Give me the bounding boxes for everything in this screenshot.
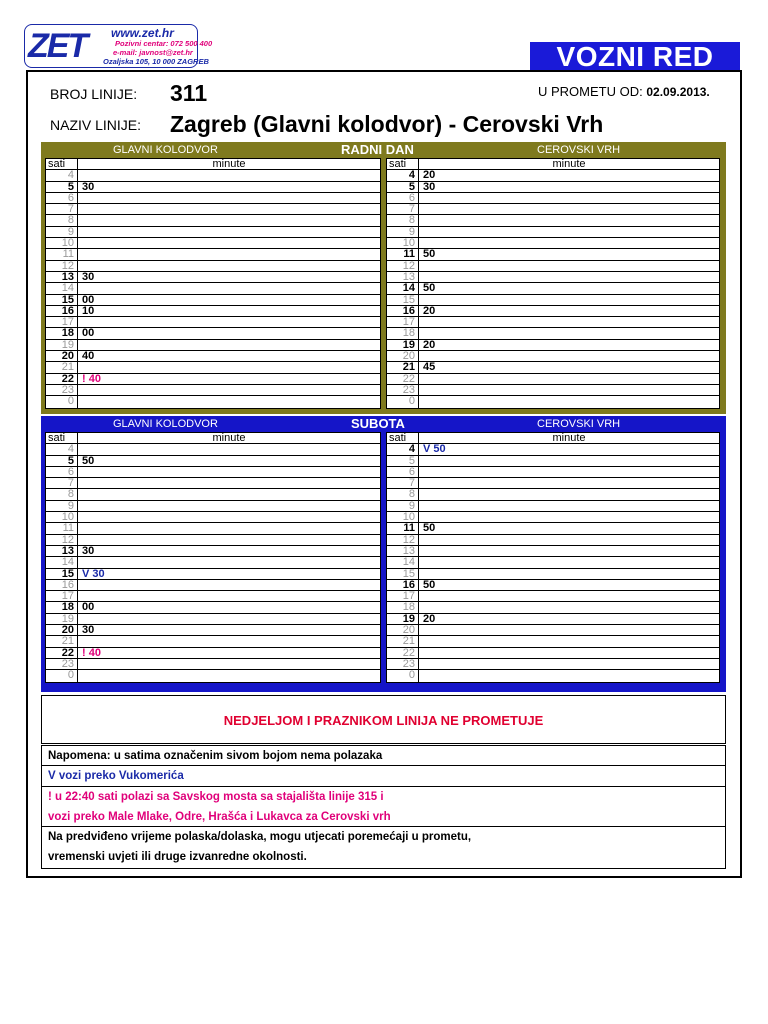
- subota-left-station: GLAVNI KOLODVOR: [113, 418, 218, 430]
- zet-address: Ozaljska 105, 10 000 ZAGREB: [103, 57, 209, 66]
- radni-right-table: [386, 158, 720, 409]
- hour-cell: 4: [387, 170, 419, 180]
- table-row: [46, 249, 380, 260]
- table-row: [46, 546, 380, 557]
- hour-cell: 8: [387, 489, 419, 499]
- col-sati: sati: [46, 159, 78, 169]
- hour-cell: 4: [46, 170, 78, 180]
- zet-logo-mark: ZET: [28, 27, 87, 65]
- subota-title: SUBOTA: [351, 416, 405, 431]
- table-row: [387, 340, 719, 351]
- minute-cell: ! 40: [82, 372, 101, 385]
- table-row: [46, 351, 380, 362]
- hour-cell: 19: [46, 340, 78, 350]
- table-row: [46, 501, 380, 512]
- hour-cell: 17: [387, 317, 419, 327]
- valid-from-date: 02.09.2013.: [646, 85, 710, 99]
- table-row: [46, 467, 380, 478]
- table-row: [46, 374, 380, 385]
- hour-cell: 22: [387, 374, 419, 384]
- table-row: [387, 272, 719, 283]
- minute-cell: 00: [82, 601, 95, 614]
- table-row: [46, 580, 380, 591]
- hour-cell: 12: [387, 535, 419, 545]
- minute-cell: 30: [82, 180, 95, 193]
- table-row: [46, 215, 380, 226]
- table-row: [46, 170, 380, 181]
- table-row: [46, 591, 380, 602]
- hour-cell: 18: [46, 602, 78, 612]
- hour-cell: 10: [387, 238, 419, 248]
- table-row: [387, 317, 719, 328]
- table-row: [46, 478, 380, 489]
- hour-cell: 19: [387, 614, 419, 624]
- table-row: [387, 591, 719, 602]
- minute-cell: 30: [423, 180, 436, 193]
- table-row: [387, 170, 719, 181]
- hour-cell: 5: [387, 182, 419, 192]
- table-header-row: [46, 159, 380, 170]
- hour-cell: 5: [46, 456, 78, 466]
- hour-cell: 15: [387, 569, 419, 579]
- table-row: [387, 227, 719, 238]
- hour-cell: 11: [387, 523, 419, 533]
- hour-cell: 12: [46, 535, 78, 545]
- minute-cell: 00: [82, 293, 95, 306]
- table-row: [46, 227, 380, 238]
- hour-cell: 23: [46, 659, 78, 669]
- valid-from: [538, 84, 710, 99]
- hour-cell: 4: [387, 444, 419, 454]
- hour-cell: 9: [46, 227, 78, 237]
- table-row: [46, 535, 380, 546]
- hour-cell: 20: [387, 625, 419, 635]
- hour-cell: 9: [387, 501, 419, 511]
- table-row: [46, 283, 380, 294]
- table-row: [387, 546, 719, 557]
- sunday-notice-box: [41, 695, 726, 744]
- hour-cell: 0: [46, 670, 78, 681]
- table-row: [387, 261, 719, 272]
- table-row: [387, 523, 719, 534]
- minute-cell: 20: [423, 169, 436, 182]
- radni-left-table: [45, 158, 381, 409]
- table-row: [387, 580, 719, 591]
- table-row: [387, 535, 719, 546]
- table-row: [46, 512, 380, 523]
- table-row: [387, 659, 719, 670]
- table-row: [387, 670, 719, 681]
- table-row: [387, 501, 719, 512]
- minute-cell: 20: [423, 612, 436, 625]
- hour-cell: 22: [46, 374, 78, 384]
- hour-cell: 17: [46, 317, 78, 327]
- table-row: [46, 238, 380, 249]
- hour-cell: 11: [46, 249, 78, 259]
- col-sati: sati: [46, 433, 78, 443]
- table-row: [46, 295, 380, 306]
- hour-cell: 6: [387, 193, 419, 203]
- subota-header: [41, 416, 726, 432]
- line-name: Zagreb (Glavni kolodvor) - Cerovski Vrh: [170, 111, 604, 137]
- hour-cell: 21: [387, 636, 419, 646]
- hour-cell: 0: [46, 396, 78, 407]
- minute-cell: 00: [82, 327, 95, 340]
- hour-cell: 14: [387, 283, 419, 293]
- minute-cell: V 50: [423, 443, 446, 456]
- table-row: [46, 204, 380, 215]
- hour-cell: 20: [46, 351, 78, 361]
- radni-dan-panel: [41, 142, 726, 414]
- table-row: [387, 625, 719, 636]
- table-row: [387, 204, 719, 215]
- hour-cell: 18: [387, 602, 419, 612]
- col-minute: minute: [212, 432, 246, 444]
- table-row: [46, 261, 380, 272]
- table-row: [387, 569, 719, 580]
- table-row: [387, 489, 719, 500]
- hour-cell: 10: [46, 512, 78, 522]
- minute-cell: 20: [423, 338, 436, 351]
- subota-left-table: [45, 432, 381, 683]
- table-row: [387, 557, 719, 568]
- table-row: [46, 557, 380, 568]
- hour-cell: 12: [46, 261, 78, 271]
- table-row: [387, 478, 719, 489]
- minute-cell: ! 40: [82, 646, 101, 659]
- table-row: [387, 636, 719, 647]
- table-row: [46, 636, 380, 647]
- table-row: [387, 351, 719, 362]
- hour-cell: 20: [387, 351, 419, 361]
- table-row: [387, 385, 719, 396]
- table-row: [46, 444, 380, 455]
- hour-cell: 10: [46, 238, 78, 248]
- hour-cell: 13: [387, 272, 419, 282]
- note-napomena: Napomena: u satima označenim sivom bojom nema polazaka: [42, 746, 725, 766]
- table-row: [387, 306, 719, 317]
- valid-from-label: U PROMETU OD:: [538, 84, 643, 99]
- line-number: 311: [170, 80, 208, 106]
- hour-cell: 18: [387, 328, 419, 338]
- table-row: [46, 614, 380, 625]
- hour-cell: 11: [387, 249, 419, 259]
- sunday-notice: NEDJELJOM I PRAZNIKOM LINIJA NE PROMETUJE: [223, 713, 544, 728]
- table-row: [46, 602, 380, 613]
- notes-box: [41, 745, 726, 869]
- hour-cell: 4: [46, 444, 78, 454]
- minute-cell: 20: [423, 304, 436, 317]
- hour-cell: 23: [46, 385, 78, 395]
- minute-cell: 30: [82, 544, 95, 557]
- hour-cell: 8: [46, 215, 78, 225]
- table-row: [46, 340, 380, 351]
- hour-cell: 13: [46, 272, 78, 282]
- hour-cell: 21: [46, 362, 78, 372]
- table-row: [387, 328, 719, 339]
- minute-cell: 50: [423, 522, 436, 535]
- table-row: [46, 625, 380, 636]
- subota-right-table: [386, 432, 720, 683]
- hour-cell: 10: [387, 512, 419, 522]
- hour-cell: 11: [46, 523, 78, 533]
- table-row: [46, 648, 380, 659]
- table-row: [46, 182, 380, 193]
- hour-cell: 14: [46, 557, 78, 567]
- table-row: [387, 238, 719, 249]
- table-row: [387, 602, 719, 613]
- line-number-label: BROJ LINIJE:: [50, 86, 138, 102]
- table-row: [46, 569, 380, 580]
- hour-cell: 0: [387, 670, 419, 681]
- zet-website: www.zet.hr: [111, 26, 174, 40]
- hour-cell: 19: [46, 614, 78, 624]
- zet-phone: Pozivni centar: 072 500 400: [115, 39, 213, 48]
- hour-cell: 7: [387, 478, 419, 488]
- table-row: [387, 456, 719, 467]
- hour-cell: 14: [46, 283, 78, 293]
- hour-cell: 7: [46, 478, 78, 488]
- hour-cell: 19: [387, 340, 419, 350]
- zet-logo: [24, 24, 213, 68]
- hour-cell: 17: [387, 591, 419, 601]
- note-excl-2: vozi preko Male Mlake, Odre, Hrašća i Lukavca za Cerovski vrh: [42, 807, 725, 827]
- hour-cell: 17: [46, 591, 78, 601]
- table-row: [387, 444, 719, 455]
- hour-cell: 9: [46, 501, 78, 511]
- hour-cell: 22: [387, 648, 419, 658]
- radni-left-station: GLAVNI KOLODVOR: [113, 144, 218, 156]
- minute-cell: 40: [82, 350, 95, 363]
- hour-cell: 16: [46, 306, 78, 316]
- minute-cell: 50: [423, 578, 436, 591]
- table-row: [387, 193, 719, 204]
- table-row: [387, 512, 719, 523]
- hour-cell: 15: [46, 295, 78, 305]
- minute-cell: 50: [423, 282, 436, 295]
- table-row: [46, 317, 380, 328]
- table-row: [387, 467, 719, 478]
- hour-cell: 23: [387, 385, 419, 395]
- radni-dan-header: [41, 142, 726, 158]
- table-row: [46, 456, 380, 467]
- hour-cell: 14: [387, 557, 419, 567]
- table-row: [46, 523, 380, 534]
- col-minute: minute: [212, 158, 246, 170]
- note-v: V vozi preko Vukomerića: [42, 766, 725, 786]
- hour-cell: 12: [387, 261, 419, 271]
- hour-cell: 6: [387, 467, 419, 477]
- table-row: [387, 362, 719, 373]
- table-row: [46, 328, 380, 339]
- hour-cell: 13: [46, 546, 78, 556]
- hour-cell: 15: [46, 569, 78, 579]
- col-sati: sati: [387, 433, 419, 443]
- table-header-row: [387, 159, 719, 170]
- table-row: [387, 648, 719, 659]
- table-row: [46, 670, 380, 681]
- table-row: [46, 306, 380, 317]
- minute-cell: 30: [82, 270, 95, 283]
- hour-cell: 18: [46, 328, 78, 338]
- table-row: [387, 396, 719, 407]
- page-title: VOZNI RED: [530, 42, 740, 72]
- hour-cell: 7: [387, 204, 419, 214]
- table-row: [387, 182, 719, 193]
- table-row: [46, 362, 380, 373]
- hour-cell: 16: [387, 580, 419, 590]
- table-row: [46, 385, 380, 396]
- radni-right-station: CEROVSKI VRH: [537, 144, 621, 156]
- hour-cell: 8: [387, 215, 419, 225]
- table-row: [387, 283, 719, 294]
- hour-cell: 16: [46, 580, 78, 590]
- table-row: [387, 374, 719, 385]
- col-minute: minute: [552, 158, 586, 170]
- hour-cell: 8: [46, 489, 78, 499]
- minute-cell: 50: [423, 248, 436, 261]
- hour-cell: 5: [46, 182, 78, 192]
- hour-cell: 15: [387, 295, 419, 305]
- line-name-label: NAZIV LINIJE:: [50, 117, 142, 133]
- hour-cell: 21: [46, 636, 78, 646]
- table-row: [46, 193, 380, 204]
- hour-cell: 21: [387, 362, 419, 372]
- table-row: [46, 272, 380, 283]
- subota-right-station: CEROVSKI VRH: [537, 418, 621, 430]
- hour-cell: 6: [46, 193, 78, 203]
- minute-cell: 50: [82, 454, 95, 467]
- minute-cell: 10: [82, 304, 95, 317]
- minute-cell: 30: [82, 624, 95, 637]
- hour-cell: 0: [387, 396, 419, 407]
- table-row: [46, 489, 380, 500]
- table-row: [387, 295, 719, 306]
- table-row: [46, 659, 380, 670]
- hour-cell: 5: [387, 456, 419, 466]
- hour-cell: 9: [387, 227, 419, 237]
- table-row: [387, 614, 719, 625]
- hour-cell: 23: [387, 659, 419, 669]
- hour-cell: 16: [387, 306, 419, 316]
- col-sati: sati: [387, 159, 419, 169]
- zet-email: e-mail: javnost@zet.hr: [113, 48, 193, 57]
- col-minute: minute: [552, 432, 586, 444]
- hour-cell: 20: [46, 625, 78, 635]
- hour-cell: 22: [46, 648, 78, 658]
- hour-cell: 7: [46, 204, 78, 214]
- minute-cell: 45: [423, 361, 436, 374]
- table-row: [46, 396, 380, 407]
- note-excl-1: ! u 22:40 sati polazi sa Savskog mosta sa stajališta linije 315 i: [48, 790, 384, 803]
- note-disclaimer-2: vremenski uvjeti ili druge izvanredne okolnosti.: [48, 851, 307, 864]
- table-header-row: [46, 433, 380, 444]
- radni-title: RADNI DAN: [341, 142, 414, 157]
- table-row: [387, 215, 719, 226]
- table-row: [387, 249, 719, 260]
- minute-cell: V 30: [82, 567, 105, 580]
- note-disclaimer-1: Na predviđeno vrijeme polaska/dolaska, mogu utjecati poremećaji u prometu,: [48, 831, 472, 844]
- hour-cell: 6: [46, 467, 78, 477]
- subota-panel: [41, 416, 726, 692]
- hour-cell: 13: [387, 546, 419, 556]
